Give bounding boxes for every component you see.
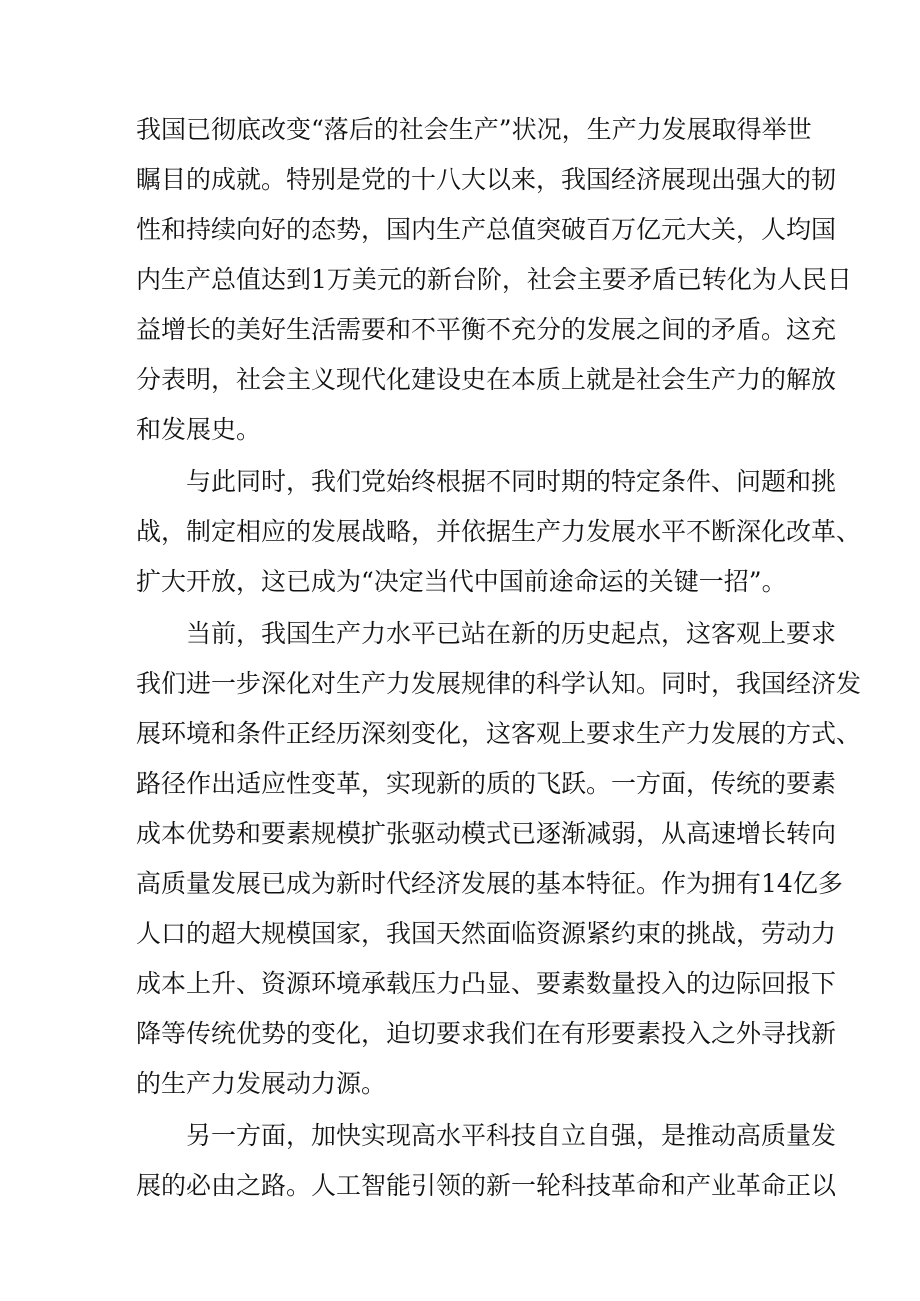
paragraph-line: 另一方面，加快实现高水平科技自立自强，是推动高质量发 xyxy=(186,1121,837,1150)
paragraph-line: 与此同时，我们党始终根据不同时期的特定条件、问题和挑 xyxy=(186,467,837,496)
paragraph-line: 展环境和条件正经历深刻变化，这客观上要求生产力发展的方式、 xyxy=(136,719,862,748)
paragraph-line: 成本优势和要素规模扩张驱动模式已逐渐减弱，从高速增长转向 xyxy=(136,819,837,848)
paragraph-line: 益增长的美好生活需要和不平衡不充分的发展之间的矛盾。这充 xyxy=(136,315,837,344)
paragraph-line: 战，制定相应的发展战略，并依据生产力发展水平不断深化改革、 xyxy=(136,517,862,546)
paragraph-line: 人口的超大规模国家，我国天然面临资源紧约束的挑战，劳动力 xyxy=(136,919,837,948)
paragraph-line: 降等传统优势的变化，迫切要求我们在有形要素投入之外寻找新 xyxy=(136,1019,837,1048)
paragraph-line: 展的必由之路。人工智能引领的新一轮科技革命和产业革命正以 xyxy=(136,1171,837,1200)
paragraph-line: 的生产力发展动力源。 xyxy=(136,1069,387,1098)
paragraph-line: 我国已彻底改变“落后的社会生产”状况，生产力发展取得举世 xyxy=(136,115,812,144)
paragraph-line: 分表明，社会主义现代化建设史在本质上就是社会生产力的解放 xyxy=(136,365,837,394)
paragraph-line: 和发展史。 xyxy=(136,415,262,444)
paragraph-line: 内生产总值达到1万美元的新台阶，社会主要矛盾已转化为人民日 xyxy=(136,265,852,294)
paragraph-line: 扩大开放，这已成为“决定当代中国前途命运的关键一招”。 xyxy=(136,567,787,596)
paragraph-line: 我们进一步深化对生产力发展规律的科学认知。同时，我国经济发 xyxy=(136,669,862,698)
paragraph-line: 性和持续向好的态势，国内生产总值突破百万亿元大关，人均国 xyxy=(136,215,837,244)
paragraph-line: 路径作出适应性变革，实现新的质的飞跃。一方面，传统的要素 xyxy=(136,769,837,798)
paragraph-line: 高质量发展已成为新时代经济发展的基本特征。作为拥有14亿多 xyxy=(136,869,843,898)
paragraph-line: 当前，我国生产力水平已站在新的历史起点，这客观上要求 xyxy=(186,619,837,648)
paragraph-line: 瞩目的成就。特别是党的十八大以来，我国经济展现出强大的韧 xyxy=(136,165,837,194)
paragraph-line: 成本上升、资源环境承载压力凸显、要素数量投入的边际回报下 xyxy=(136,969,837,998)
